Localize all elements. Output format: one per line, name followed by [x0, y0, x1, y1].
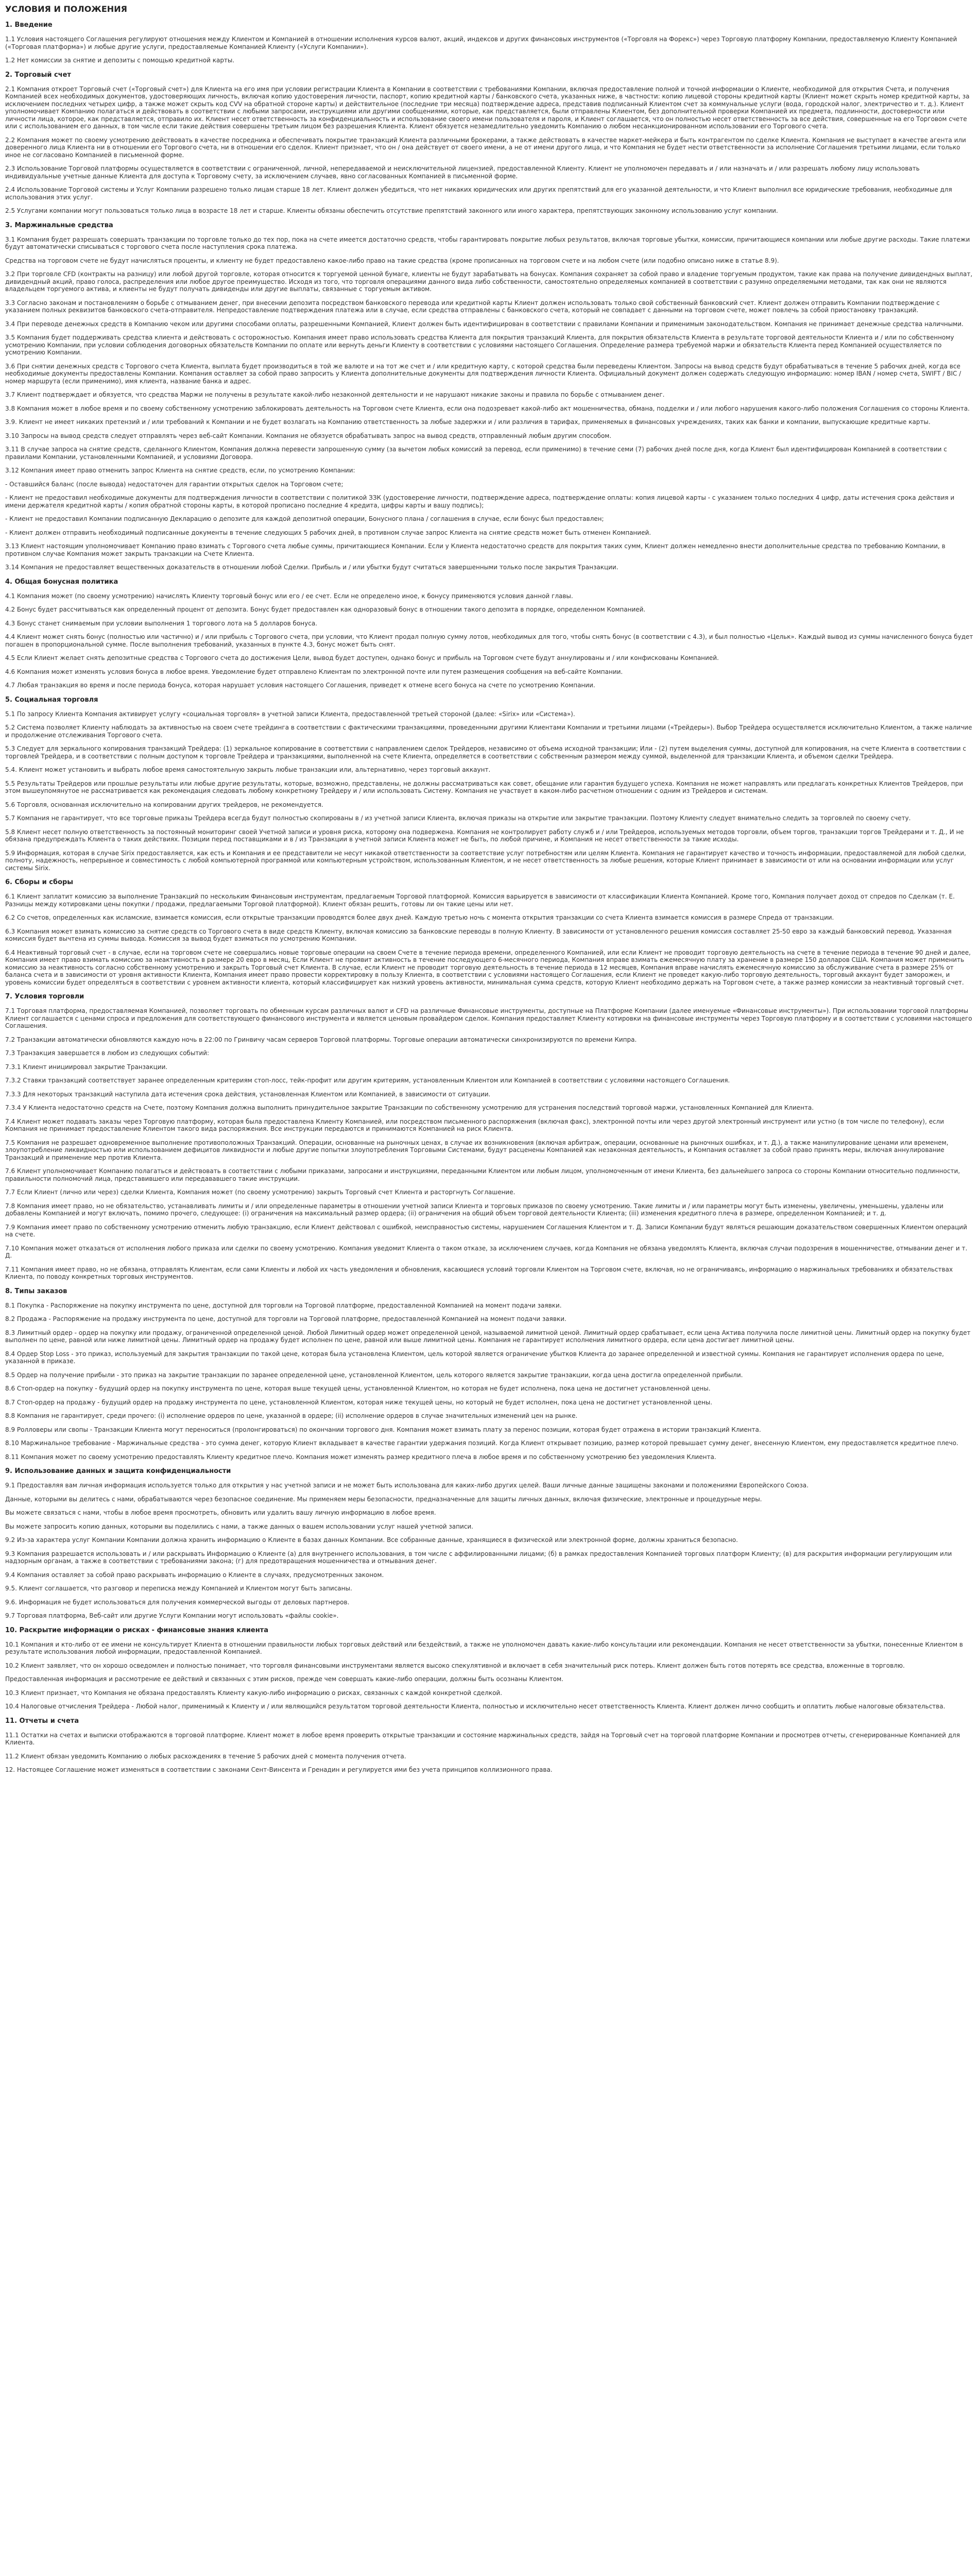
section-paragraph: 2.1 Компания откроет Торговый счет («Торговый счет») для Клиента на его имя при условии регистрации Клиента в Компании в соответствии с требованиями Компании, включая предоставление полной и точной информации о Клиенте, необходимой для открытия Счета, и получения Компанией всех необходимых документов, удостоверяющих личность, включая копию удостоверения личности, паспорт, копию кредитной карты / банковского счета, указанных ниже, в частности: копию лицевой стороны кредитной карты (Клиент может скрыть номер кредитной карты, за исключением последних четырех цифр, а также может скрыть код CVV на обратной стороне карты) и действительное (последние три месяца) подтверждение адреса, представив подписанный Клиентом счет за коммунальные услуги (вода, городской налог, электричество и т. д.). Клиент уполномочивает Компанию полагаться и действовать в соответствии с любыми запросами, инструкциями или другими сообщениями, которые, как представляется, были отправлены Клиентом, без дополнительной проверки Компанией их предмета, подлинности, достоверности или личности лица, которое, как представляется, отправило их. Клиент несет ответственность за конфиденциальность и использование своего имени пользователя и пароля, и Клиент соглашается, что он полностью несет ответственность за все действия, совершенные на его Торговом счете или с использованием его данных, в том числе если такие действия совершены третьим лицом без разрешения Клиента. Клиент обязуется незамедлительно уведомить Компанию о любом несанкционированном использовании его Торгового счета.	[5, 85, 970, 130]
section	[5, 221, 974, 571]
section-paragraph: 4.1 Компания может (по своему усмотрению) начислять Клиенту торговый бонус или его / ее счет. Если не определено иное, к бонусу применяются условия данной главы.	[5, 592, 573, 600]
section-paragraph: 6.4 Неактивный торговый счет - в случае, если на торговом счете не совершались новые торговые операции на своем Счете в течение периода времени, определенного Компанией, или если Клиент не проводит торговую деятельность на счете в течение периода в течение 90 дней и далее, Компания имеет право взимать комиссию за неактивность в размере 20 евро в месяц, Если Клиент не проявит активность в течение последующего 6-месячного периода, Компания вправе взимать ежемесячную плату за хранение в размере 150 долларов США. Компания может применить комиссию за неактивность согласно собственному усмотрению и закрыть Торговый счет Клиента. В случае, если Клиент не проводит торговую деятельность в течение периода в 12 месяцев, Компания вправе начислять ежемесячную комиссию за обслуживание счета в размере 25% от баланса счета и в зависимости от уровня активности Клиента, Компания имеет право провести корректировку в пользу Клиента, в соответствии с условиями настоящего Соглашения, если Клиент не проведет какую-либо торговую деятельность, торговый аккаунт будет заморожен, и уровень комиссии будет определяться в соответствии с уровнем активности клиента, который классифицирует как низкий уровень активности, минимальная сумма средств, которую Клиент необходимо держать на Торговом счете, а также размер комиссии за неактивный торговый счет.	[5, 948, 971, 986]
section	[5, 1467, 974, 1620]
section-paragraph: 6.1 Клиент заплатит комиссию за выполнение Транзакций по нескольким Финансовым инструментам, предлагаемым Торговой платформой. Комиссия варьируется в зависимости от классификации Клиента Компанией. Кроме того, Компания получает доход от спредов по Сделкам (т. Е. Разницы между котировками цены покупки / продажи, предлагаемыми Торговой платформой). Клиент обязан решить, готовы ли он такие цены или нет.	[5, 893, 955, 908]
section-paragraph: 7.3.4 У Клиента недостаточно средств на Счете, поэтому Компания должна выполнить принудительное закрытие Транзакции по собственному усмотрению для устранения последствий торговой маржи, установленных Компанией для Клиента.	[5, 1104, 814, 1111]
section-paragraph: 8.8 Компания не гарантирует, среди прочего: (i) исполнение ордеров по цене, указанной в ордере; (ii) исполнение ордеров в случае значительных изменений цен на рынке.	[5, 1412, 578, 1419]
section-paragraph: 7.11 Компания имеет право, но не обязана, отправлять Клиентам, если сами Клиенты и любой их часть уведомления и обновления, касающиеся условий торговли Клиентом на Торговом счете, включая, но не ограничиваясь, информацию о маржинальных требованиях и обязательствах Клиента, по поводу конкретных торговых инструментов.	[5, 1265, 953, 1280]
section	[5, 1626, 974, 1710]
section-paragraph: 5.6 Торговля, основанная исключительно на копировании других трейдеров, не рекомендуется.	[5, 801, 323, 808]
section-paragraph: 8.6 Стоп-ордер на покупку - будущий ордер на покупку инструмента по цене, которая выше текущей цены, установленной Клиентом, но которая не будет исполнена, пока цена не достигнет установленной цены.	[5, 1385, 711, 1392]
section-paragraph: 5.7 Компания не гарантирует, что все торговые приказы Трейдера всегда будут полностью скопированы в / из учетной записи Клиента, включая приказы на открытие или закрытие транзакции. Поэтому Клиенту следует внимательно следить за торговлей по своему счету.	[5, 815, 911, 822]
section-paragraph: 6.2 Со счетов, определенных как исламские, взимается комиссия, если открытые транзакции проводятся более двух дней. Каждую третью ночь с момента открытия транзакции со счета Клиента взимается комиссия в размере Спреда от транзакции.	[5, 914, 834, 921]
section-paragraph: 7.8 Компания имеет право, но не обязательство, устанавливать лимиты и / или определенные параметры в отношении учетной записи Клиента и торговых приказов по своему усмотрению. Такие лимиты и / или параметры могут быть изменены, увеличены, уменьшены, удалены или добавлены Компанией и могут включать, помимо прочего, следующее: (i) ограничения на максимальный размер ордера; (ii) ограничения на общий объем торговой деятельности Клиента; (iii) изменения кредитного плеча в размере, определенном Компанией; и т. д.	[5, 1202, 943, 1217]
section-paragraph: 3.9. Клиент не имеет никаких претензий и / или требований к Компании и не будет возлагать на Компанию ответственность за любые задержки и / или различия в тарифах, применяемых в финансовых учреждениях, таких как банки и компании, выпускающие кредитные карты.	[5, 418, 931, 426]
section-paragraph: 8.5 Ордер на получение прибыли - это приказ на закрытие транзакции по заранее определенной цене, установленной Клиентом, цель которого является закрытие транзакции, когда цена достигла определенной прибыли.	[5, 1371, 743, 1379]
section-paragraph: 5.9 Информация, которая в случае Sirix предоставляется, как есть и Компания и ее представители не несут никакой ответственности за соответствие услуг потребностям или целям Клиента. Компания не гарантирует качество и точность информации, предоставляемой для любой сделки, полноту, надежность, непрерывное и совместимость с любой компьютерной программой или компьютерным устройством, использованным Клиентом, и не несет ответственность за любые решения, которые Клиент принимает в зависимости от или на основании информации или услуг системы Sirix.	[5, 849, 966, 872]
section-paragraph: 7.3.3 Для некоторых транзакций наступила дата истечения срока действия, установленная Клиентом или Компанией, в зависимости от ситуации.	[5, 1090, 491, 1098]
section-heading: 3. Маржинальные средства	[5, 221, 113, 229]
section-paragraph: 4.3 Бонус станет снимаемым при условии выполнения 1 торгового лота на 5 долларов бонуса.	[5, 619, 317, 627]
section-paragraph: 9.7 Торговая платформа, Веб-сайт или другие Услуги Компании могут использовать «файлы cookie».	[5, 1612, 339, 1619]
section-paragraph: 3.3 Согласно законам и постановлениям о борьбе с отмыванием денег, при внесении депозита посредством банковского перевода или кредитной карты Клиент должен использовать только свой собственный банковский счет. Клиент должен отправить Компании подтверждение с указанием полных реквизитов банковского счета-отправителя. Непредоставление подтверждения платежа или в случае, если средства отправлены с банковского счета, который не совпадает с данными на торговом счете, может повлечь за собой приостановку транзакций.	[5, 299, 940, 314]
section-paragraph: 3.10 Запросы на вывод средств следует отправлять через веб-сайт Компании. Компания не обязуется обрабатывать запрос на вывод средств, отправленный любым другим способом.	[5, 432, 612, 439]
section-paragraph: 11.1 Остатки на счетах и выписки отображаются в торговой платформе. Клиент может в любое время проверить открытые транзакции и состояние маржинальных средств, зайдя на Торговый счет на торговой платформе Компании и просмотрев отчеты, сгенерированные Компанией для Клиента.	[5, 1731, 960, 1746]
section-paragraph: 9.2 Из-за характера услуг Компании Компании должна хранить информацию о Клиенте в базах данных Компании. Все собранные данные, хранящиеся в физической или электронной форме, должны храниться безопасно.	[5, 1536, 738, 1544]
section-paragraph: 3.4 При переводе денежных средств в Компанию чеком или другими способами оплаты, разрешенными Компанией, Клиент должен быть идентифицирован в соответствии с правилами Компании и применимым законодательством. Компания не принимает денежные средства наличными.	[5, 320, 964, 328]
section	[5, 696, 974, 872]
section-paragraph: 9.6. Информация не будет использоваться для получения коммерческой выгоды от деловых партнеров.	[5, 1598, 350, 1606]
section-heading: 4. Общая бонусная политика	[5, 578, 118, 586]
section-paragraph: 8.7 Стоп-ордер на продажу - будущий ордер на продажу инструмента по цене, установленной Клиентом, которая ниже текущей цены, но который не будет исполнен, пока цена не достигнет установленной цены.	[5, 1398, 713, 1406]
section-paragraph: 9.5. Клиент соглашается, что разговор и переписка между Компанией и Клиентом могут быть записаны.	[5, 1585, 352, 1592]
section-paragraph: 12. Настоящее Соглашение может изменяться в соответствии с законами Сент-Винсента и Гренадин и регулируется ими без учета принципов коллизионного права.	[5, 1766, 553, 1773]
section-paragraph: 5.2 Система позволяет Клиенту наблюдать за активностью на своем счете трейдинга в соответствии с фактическими транзакциями, проведенными другими Клиентами Компании и третьими лицами («Трейдеры»). Выбор Трейдера осуществляется исключительно Клиентом, а также наличие и продолжение отслеживания Торгового счета.	[5, 724, 972, 739]
section-paragraph: 4.2 Бонус будет рассчитываться как определенный процент от депозита. Бонус будет предоставлен как одноразовый бонус в отношении такого депозита в порядке, определенном Компанией.	[5, 606, 646, 613]
section-paragraph: 7.6 Клиент уполномочивает Компанию полагаться и действовать в соответствии с любыми приказами, запросами и инструкциями, переданными Клиентом или любым лицом, уполномоченным от имени Клиента, без дальнейшего запроса со стороны Компании относительно подлинности, правильности полномочий лица, представившего или передававшего такие инструкции.	[5, 1167, 960, 1182]
section	[5, 21, 974, 64]
section-paragraph: 7.3.1 Клиент инициировал закрытие Транзакции.	[5, 1063, 168, 1071]
section-paragraph: 7.1 Торговая платформа, предоставляемая Компанией, позволяет торговать по обменным курсам различных валют и CFD на различные Финансовые инструменты, доступные на Платформе Компании (далее именуемые «Финансовые инструменты»). При использовании торговой платформы Клиент соглашается с ценами спроса и предложения для соответствующего финансового инструмента и является ценовым провайдером сделок. Компания предоставляет Клиенту котировки на финансовые инструменты через Торговую платформу и в соответствии с условиями настоящего Соглашения.	[5, 1007, 972, 1029]
section-paragraph: 8.4 Ордер Stop Loss - это приказ, используемый для закрытия транзакции по такой цене, которая была установлена Клиентом, цель которой является ограничение убытков Клиента до заранее определенной и известной суммы. Компания не гарантирует исполнения ордера по цене, указанной в приказе.	[5, 1350, 944, 1365]
section-paragraph: Вы можете связаться с нами, чтобы в любое время просмотреть, обновить или удалить вашу личную информацию в любое время.	[5, 1509, 436, 1516]
section-paragraph: - Клиент должен отправить необходимый подписанные документы в течение следующих 5 рабочих дней, в противном случае запрос Клиента на снятие средств может быть отменен Компанией.	[5, 529, 651, 536]
section-paragraph: 4.7 Любая транзакция во время и после периода бонуса, которая нарушает условия настоящего Соглашения, приведет к отмене всего бонуса на счете по усмотрению Компании.	[5, 682, 595, 689]
section-paragraph: 2.4 Использование Торговой системы и Услуг Компании разрешено только лицам старше 18 лет. Клиент должен убедиться, что нет никаких юридических или других препятствий для его указанной деятельности, и что Клиент выполнил все юридические требования, необходимые для использования этих услуг.	[5, 186, 952, 201]
section-paragraph: 3.6 При снятии денежных средств с Торгового счета Клиента, выплата будет производиться в той же валюте и на тот же счет и / или кредитную карту, с которой средства были переведены Клиентом. Запросы на вывод средств будут обрабатываться в течение 5 рабочих дней, когда все необходимые документы предоставлены Компании. Компания оставляет за собой право запросить у Клиента дополнительные документы для подтверждения личности Клиента. Официальный документ должен содержать следующую информацию: номер IBAN / номер счета, SWIFT / BIC / номер маршрута (если применимо), имя клиента, название банка и адрес.	[5, 362, 961, 385]
section-paragraph: 4.5 Если Клиент желает снять депозитные средства с Торгового счета до достижения Цели, вывод будет доступен, однако бонус и прибыль на Торговом счете будут аннулированы и / или конфискованы Компанией.	[5, 654, 719, 662]
section-paragraph: 8.3 Лимитный ордер - ордер на покупку или продажу, ограниченной определенной ценой. Любой Лимитный ордер может определенной ценой, называемой лимитной ценой. Лимитный ордер срабатывает, если цена Актива получила после лимитной цены. Лимитный ордер на покупку будет выполнен по цене, равной или ниже лимитной цены. Лимитный ордер на продажу будет исполнен по цене, равной или выше лимитной цены. Компания не гарантирует исполнения лимитного ордера, если цена достигает лимитной цены.	[5, 1329, 971, 1344]
section-paragraph: 5.3 Следует для зеркального копирования транзакций Трейдера: (1) зеркальное копирование в соответствии с направлением сделок Трейдеров, независимо от объема исходной транзакции; Или - (2) путем выделения суммы, доступной для копирования, на счете Клиента в соответствии с торговлей Трейдера, и в соответствии с полным доступом к торговле Трейдера и транзакциями, выполненной на счете Клиента, определяется в соответствии с собственным размером между суммой, выделенной для транзакции Клиента, и объемом сделки Трейдера.	[5, 745, 966, 760]
section-paragraph: 7.3 Транзакция завершается в любом из следующих событий:	[5, 1049, 210, 1057]
section-heading: 2. Торговый счет	[5, 71, 71, 79]
section	[5, 878, 974, 986]
section	[5, 992, 974, 1281]
section-paragraph: - Оставшийся баланс (после вывода) недостаточен для гарантии открытых сделок на Торговом счете;	[5, 480, 343, 488]
section-paragraph: 10.4 Налоговые отчисления Трейдера - Любой налог, применимый к Клиенту и / или являющийся результатом торговой деятельности Клиента, полностью и исключительно несет ответственность Клиента. Клиент должен лично сообщить и оплатить любые налоговые обязательства.	[5, 1703, 946, 1710]
section-paragraph: 5.1 По запросу Клиента Компания активирует услугу «социальная торговля» в учетной записи Клиента, предоставленной третьей стороной (далее: «Sirix» или «Система»).	[5, 710, 575, 718]
section-paragraph: 9.4 Компания оставляет за собой право раскрывать информацию о Клиенте в случаях, предусмотренных законом.	[5, 1571, 384, 1579]
section-paragraph: 7.2 Транзакции автоматически обновляются каждую ночь в 22:00 по Гринвичу часам серверов Торговой платформы. Торговые операции автоматически синхронизируются по времени Кипра.	[5, 1036, 637, 1043]
section-paragraph: 5.4. Клиент может установить и выбрать любое время самостоятельную закрыть любые транзакции или, альтернативно, через торговый аккаунт.	[5, 766, 491, 773]
section	[5, 1287, 974, 1461]
section-paragraph: 8.10 Маржинальное требование - Маржинальные средства - это сумма денег, которую Клиент вкладывает в качестве гарантии удержания позиций. Когда Клиент открывает позицию, размер которой превышает сумму денег, внесенную Клиентом, ему предоставляется кредитное плечо.	[5, 1439, 958, 1447]
section-paragraph: 8.9 Ролловеры или свопы - Транзакции Клиента могут переноситься (пролонгироваться) по окончании торгового дня. Компания может взимать плату за перенос позиции, которая будет отражена в истории транзакций Клиента.	[5, 1426, 761, 1433]
section-paragraph: 3.8 Компания может в любое время и по своему собственному усмотрению заблокировать деятельность на Торговом счете Клиента, если она подозревает какой-либо акт мошенничества, обмана, подделки и / или любого нарушения какого-либо положения Соглашения со стороны Клиента.	[5, 404, 970, 412]
section-paragraph: Данные, которыми вы делитесь с нами, обрабатываются через безопасное соединение. Мы применяем меры безопасности, предназначенные для защиты личных данных, включая физические, электронные и процедурные меры.	[5, 1495, 762, 1503]
section-paragraph: Вы можете запросить копию данных, которыми вы поделились с нами, а также данных о вашем использовании услуг нашей учетной записи.	[5, 1522, 473, 1530]
section-paragraph: 7.10 Компания может отказаться от исполнения любого приказа или сделки по своему усмотрению. Компания уведомит Клиента о таком отказе, за исключением случаев, когда Компания не обязана уведомлять Клиента, включая случаи подозрения в мошенничестве, отмывании денег и т. Д.	[5, 1244, 968, 1259]
section-paragraph: 6.3 Компания может взимать комиссию за снятие средств со Торгового счета в виде средств Клиенту, включая комиссию за банковские переводы в полную Клиенту. В зависимости от установленного решения комиссия составляет 25-50 евро за каждый банковский перевод. Указанная комиссия будет вычтена из суммы вывода. Комиссия за вывод будет взиматься по усмотрению Компании.	[5, 927, 952, 942]
section-heading: 7. Условия торговли	[5, 993, 84, 1001]
section-paragraph: 1.2 Нет комиссии за снятие и депозиты с помощью кредитной карты.	[5, 57, 235, 64]
section-paragraph: 9.1 Предоставляя вам личная информация используется только для открытия у нас учетной записи и не может быть использована для каких-либо других целей. Ваши личные данные защищены законами и положениями Европейского Союза.	[5, 1482, 809, 1489]
section-heading: 5. Социальная торговля	[5, 696, 98, 704]
section-paragraph: 7.9 Компания имеет право по собственному усмотрению отменить любую транзакцию, если Клиент действовал с ошибкой, неисправностью системы, нарушением Соглашения Клиентом и т. Д. Записи Компании будут являться решающим доказательством совершенных Клиентом операций на счете.	[5, 1223, 967, 1238]
section-paragraph: Предоставленная информация и рассмотрение ее действий и связанных с этим рисков, прежде чем совершать какие-либо операции, должны быть осознаны Клиентом.	[5, 1675, 563, 1683]
section-paragraph: Средства на торговом счете не будут начисляться проценты, и клиенту не будет предоставлено какое-либо право на такие средства (кроме прописанных на торговом счете и на любом счете (или подобно описано ниже в статье 8.9).	[5, 257, 779, 264]
section-paragraph: 4.4 Клиент может снять бонус (полностью или частично) и / или прибыль с Торгового счета, при условии, что Клиент продал полную сумму лотов, необходимых для того, чтобы снять бонус (в соответствии с 4.3), и был полностью «Цельк». Каждый вывод из суммы начисленного бонуса будет погашен в пропорциональной сумме. После выполнения требований, указанных в пункте 4.3, бонус может быть снят.	[5, 633, 973, 648]
section	[5, 71, 974, 215]
section-paragraph: 3.13 Клиент настоящим уполномочивает Компанию право взимать с Торгового счета любые суммы, причитающиеся Компании. Если у Клиента недостаточно средств для покрытия таких сумм, Клиент должен немедленно внести дополнительные средства по требованию Компании, в противном случае Компания может закрыть транзакции на Счете Клиента.	[5, 543, 946, 557]
sections-container	[5, 21, 974, 1774]
section-paragraph: 9.3 Компания разрешается использовать и / или раскрывать Информацию о Клиенте (а) для внутреннего использования, в том числе с аффилированными лицами; (б) в рамках предоставления Компанией торговых платформ Клиенту; (в) для раскрытия информации регулирующим или надзорным органам, а также в соответствии с требованиями закона; (г) для предотвращения мошенничества и отмывания денег.	[5, 1550, 952, 1565]
section-paragraph: 1.1 Условия настоящего Соглашения регулируют отношения между Клиентом и Компанией в отношении исполнения курсов валют, акций, индексов и других финансовых инструментов («Торговля на Форекс») через Торговую платформу Компании, предоставляемую Клиенту Компанией («Торговая платформа») и любые другие услуги, предоставляемые Компанией Клиенту («Услуги Компании»).	[5, 36, 957, 50]
section-paragraph: 3.11 В случае запроса на снятие средств, сделанного Клиентом, Компания должна перевести запрошенную сумму (за вычетом любых комиссий за перевод, если применимо) в течение семи (7) рабочих дней после дня, когда Клиент был идентифицирован Компанией в соответствии с правилами Компании, установленными Компанией, и условиями Договора.	[5, 446, 947, 461]
section-paragraph: - Клиент не предоставил Компании подписанную Декларацию о депозите для каждой депозитной операции, Бонусного плана / соглашения в случае, если бонус был предоставлен;	[5, 515, 604, 522]
section-paragraph: 3.2 При торговле CFD (контракты на разницу) или любой другой торговле, которая относится к торгуемой ценной бумаге, клиенты не будут зарабатывать на бонусах. Компания сохраняет за собой право и владение торгуемым продуктом, такие как права на получение дивидендных выплат, дивидендный акций, право голоса, распределения или любое другое преимущество. Исходя из того, что торговля операциями данного вида либо собственности, самостоятельно определяемых компанией в соответствии с разумно определяемыми методами, так как они не являются владельцем торгуемого актива, и клиенты не будут получать дивиденды или другие выплаты, связанные с торгуемым активом.	[5, 270, 973, 293]
document-title: УСЛОВИЯ И ПОЛОЖЕНИЯ	[5, 4, 127, 14]
section-paragraph: 8.11 Компания может по своему усмотрению предоставлять Клиенту кредитное плечо. Компания может изменять размер кредитного плеча в любое время и по собственному усмотрению без уведомления Клиента.	[5, 1453, 716, 1461]
section-paragraph: 10.2 Клиент заявляет, что он хорошо осведомлен и полностью понимает, что торговля финансовыми инструментами является высоко спекулятивной и включает в себя значительный риск потерь. Клиент должен быть готов потерять все средства, вложенные в торговлю.	[5, 1662, 905, 1669]
section-paragraph: 7.4 Клиент может подавать заказы через Торговую платформу, которая была предоставлена Клиенту Компанией, или посредством письменного распоряжения (включая факс), электронной почты или через другой электронный инструмент или устно (в том числе по телефону), если Компания не принимает предоставление Клиентом такого вида распоряжения. Все инструкции передаются и принимаются Компанией на риск Клиента.	[5, 1117, 944, 1132]
section-heading: 1. Введение	[5, 21, 53, 29]
section-paragraph: 4.6 Компания может изменять условия бонуса в любое время. Уведомление будет отправлено Клиентам по электронной почте или путем размещения сообщения на веб-сайте Компании.	[5, 668, 623, 675]
section-paragraph: 3.1 Компания будет разрешать совершать транзакции по торговле только до тех пор, пока на счете имеется достаточно средств, чтобы гарантировать покрытие любых результатов, включая торговые убытки, комиссии, причитающиеся компании или любые другие расходы. Такие платежи будут автоматически списываться с торгового счета после наступления срока платежа.	[5, 235, 970, 250]
section-paragraph: 10.1 Компания и кто-либо от ее имени не консультирует Клиента в отношении правильности любых торговых действий или бездействий, а также не уполномочен давать какие-либо консультации или рекомендации. Компания не несет ответственности за убытки, понесенные Клиентом в результате использования любой информации, предоставленной Компанией.	[5, 1640, 963, 1655]
section-paragraph: 7.5 Компания не разрешает одновременное выполнение противоположных Транзакций. Операции, основанные на рыночных ценах, в случае их возникновения (включая арбитраж, операции, основанные на рыночных ошибках, и т. Д.), а также манипулирование ценами или временем, злоупотребление ликвидностью или использованием дефицитов ликвидности и любые другие попытки злоупотребления Торговыми Системами, будут расценены Компанией как незаконная деятельность, и Компания оставляет за собой право принять меры, включая аннулирование Транзакций и применение мер против Клиента.	[5, 1139, 949, 1161]
section-paragraph: 3.5 Компания будет поддерживать средства клиента и действовать с осторожностью. Компания имеет право использовать средства Клиента для покрытия транзакций Клиента, для покрытия обязательств Клиента в результате торговой деятельности Клиента и / или по собственному усмотрению Компании, при условии соблюдения договорных обязательств Компании по оплате или вернуть деньги Клиенту в соответствии с условиями настоящего Соглашения. Определение размера требуемой маржи и обязательств Клиента перед Компанией осуществляется по усмотрению Компании.	[5, 334, 954, 356]
section-paragraph: 7.7 Если Клиент (лично или через) сделки Клиента, Компания может (по своему усмотрению) закрыть Торговый счет Клиента и расторгнуть Соглашение.	[5, 1189, 516, 1196]
section-paragraph: 3.12 Компания имеет право отменить запрос Клиента на снятие средств, если, по усмотрению Компании:	[5, 467, 355, 474]
section-paragraph: 11.2 Клиент обязан уведомить Компанию о любых расхождениях в течение 5 рабочих дней с момента получения отчета.	[5, 1752, 406, 1760]
section-heading: 9. Использование данных и защита конфиденциальности	[5, 1467, 231, 1475]
section-paragraph: 5.8 Клиент несет полную ответственность за постоянный мониторинг своей Учетной записи и уровня риска, которому она подвержена. Компания не контролирует работу служб и / или Трейдеров, используемых методов торговли, объем торгов, транзакции торгов Трейдерами и т. Д., И не обязана предупреждать Клиента о таких действиях. Позиции перед поставщиками и в / из Транзакции в учетной записи Клиента может не быть, по любой причине, и Компания не несет ответственности за такие исходы.	[5, 828, 964, 843]
section-paragraph: 8.2 Продажа - Распоряжение на продажу инструмента по цене, доступной для торговли на Торговой платформе, предоставленной Компанией на момент подачи заявки.	[5, 1315, 566, 1323]
section-paragraph: - Клиент не предоставил необходимые документы для подтверждения личности в соответствии с политикой ЗЗК (удостоверение личности, подтверждение адреса, подтверждение оплаты: копия лицевой карты - с указанием только последних 4 цифр, даты истечения срока действия и имени держателя кредитной карты / копия обратной стороны карты, в которой прописано последние 4 кредита, цифры карты и вашу подпись);	[5, 494, 955, 509]
section-paragraph: 10.3 Клиент признает, что Компания не обязана предоставлять Клиенту какую-либо информацию о рисках, связанных с каждой конкретной сделкой.	[5, 1689, 503, 1697]
section-paragraph: 3.7 Клиент подтверждает и обязуется, что средства Маржи не получены в результате какой-либо незаконной деятельности и не нарушают никакие законы и правила по борьбе с отмыванием денег.	[5, 391, 665, 398]
section-heading: 10. Раскрытие информации о рисках - финансовые знания клиента	[5, 1626, 268, 1634]
section-heading: 11. Отчеты и счета	[5, 1717, 79, 1725]
section-paragraph: 8.1 Покупка - Распоряжение на покупку инструмента по цене, доступной для торговли на Торговой платформе, предоставленной Компанией на момент подачи заявки.	[5, 1301, 562, 1309]
section-paragraph: 2.3 Использование Торговой платформы осуществляется в соответствии с ограниченной, личной, непередаваемой и неисключительной лицензией, предоставленной Клиенту. Клиент не уполномочен передавать и / или назначать и / или разрешать любому лицу использовать индивидуальные учетные данные Клиента для доступа к Торговому счету, за исключением случаев, явно согласованных Компанией в письменной форме.	[5, 165, 920, 180]
section-heading: 8. Типы заказов	[5, 1287, 67, 1295]
section	[5, 578, 974, 689]
section-heading: 6. Сборы и сборы	[5, 878, 74, 886]
section	[5, 1717, 974, 1774]
section-paragraph: 7.3.2 Ставки транзакций соответствует заранее определенным критериям стоп-лосс, тейк-профит или другим критериям, установленным Клиентом или Компанией в соответствии с условиями настоящего Соглашения.	[5, 1077, 730, 1084]
section-paragraph: 5.5 Результаты Трейдеров или прошлые результаты или любые другие результаты, которые, возможно, представлены, не должны рассматриваться как совет, обещание или гарантия будущего успеха. Компания не может направлять или предлагать конкретных Клиентов Трейдеров, при этом вышеупомянутое не рассматривается как рекомендация следовать любому конкретному Трейдеру и / или использовать Систему. Компания не участвует в каком-либо расчетном отношении с одним из Трейдеров и системам.	[5, 779, 964, 794]
section-paragraph: 2.5 Услугами компании могут пользоваться только лица в возрасте 18 лет и старше. Клиенты обязаны обеспечить отсутствие препятствий законного или иного характера, препятствующих законному использованию услуг компании.	[5, 207, 778, 214]
section-paragraph: 2.2 Компания может по своему усмотрению действовать в качестве посредника и обеспечивать покрытие транзакций Клиента различными брокерами, а также действовать в качестве маркет-мейкера и быть контрагентом по сделке Клиента. Компания не выступает в качестве агента или доверенного лица Клиента ни в отношении его Торгового счета, ни в отношении его сделок. Клиент признает, что он / она действует от своего имени, а не от имени другого лица, и что Компания не будет нести ответственности за исполнение Соглашения третьими лицами, если только иное не согласовано Компанией в письменной форме.	[5, 136, 966, 159]
section-paragraph: 3.14 Компания не предоставляет вещественных доказательств в отношении любой Сделки. Прибыль и / или убытки будут считаться завершенными только после закрытия Транзакции.	[5, 564, 619, 571]
